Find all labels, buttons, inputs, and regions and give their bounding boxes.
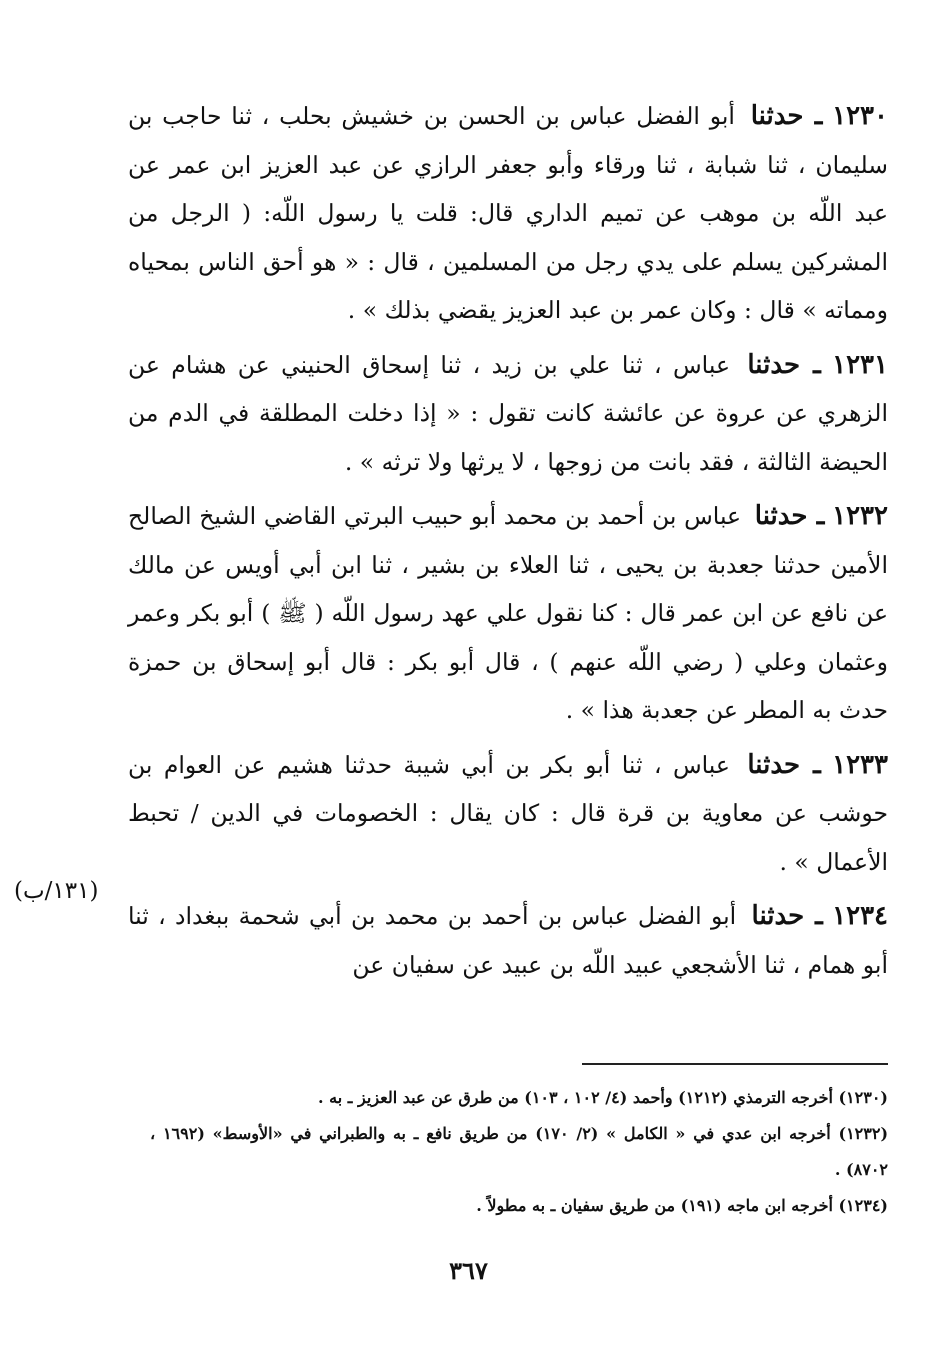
page-number: ٣٦٧ <box>449 1256 488 1285</box>
footnote-1232: (١٢٣٢) أخرجه ابن عدي في « الكامل » (٢/ ١٧٠) من طريق نافع ـ به والطبراني في «الأوسط» (١٦٩٢ ، ٨٧٠٢) . <box>150 1124 889 1179</box>
hadith-number: ١٢٣١ <box>832 349 888 380</box>
hadith-text: عباس بن أحمد بن محمد أبو حبيب البرتي القاضي الشيخ الصالح الأمين حدثنا جعدبة بن يحيى ، ثنا العلاء بن بشير ، ثنا ابن أبي أويس عن مالك عن نافع عن ابن عمر قال : كنا نقول علي عهد رسول اللّه ( ﷺ ) أبو بكر وعمر وعثمان وعلي ( رضي اللّه عنهم ) ، قال أبو بكر : قال أبو إسحاق بن حمزة حدث به المطر عن جعدبة هذا » . <box>128 502 888 724</box>
hadith-1233 <box>128 741 888 887</box>
footnotes <box>150 1080 888 1224</box>
hadith-1232 <box>128 492 888 735</box>
hadith-text: أبو الفضل عباس بن أحمد بن محمد بن أبي شحمة ببغداد ، ثنا أبو همام ، ثنا الأشجعي عبيد اللّه بن عبيد عن سفيان عن <box>128 902 888 979</box>
hadith-lead: ـ حدثنا <box>747 349 821 380</box>
hadith-text: أبو الفضل عباس بن الحسن بن خشيش بحلب ، ثنا حاجب بن سليمان ، ثنا شبابة ، ثنا ورقاء وأبو جعفر الرازي عن عبد العزيز ابن عمر عن عبد اللّه بن موهب عن تميم الداري قال: قلت يا رسول اللّه: ( الرجل من المشركين يسلم على يدي رجل من المسلمين ، قال : « هو أحق الناس بمحياه ومماته » قال : وكان عمر بن عبد العزيز يقضي بذلك » . <box>128 102 888 324</box>
footnote-divider <box>582 1063 888 1065</box>
hadith-lead: ـ حدثنا <box>750 101 823 131</box>
hadith-lead: ـ حدثنا <box>754 501 825 531</box>
hadith-lead: ـ حدثنا <box>747 749 821 780</box>
hadith-number: ١٢٣٤ <box>832 901 888 931</box>
hadith-text: عباس ، ثنا علي بن زيد ، ثنا إسحاق الحنيني عن هشام عن الزهري عن عروة عن عائشة كانت تقول : « إذا دخلت المطلقة في الدم من الحيضة الثالثة ، فقد بانت من زوجها ، لا يرثها ولا ترثه » . <box>128 350 888 476</box>
margin-folio-note: (١٣١/ب) <box>14 878 99 904</box>
main-text <box>128 92 888 995</box>
hadith-1231 <box>128 341 888 487</box>
hadith-number: ١٢٣٢ <box>832 501 888 531</box>
footnote-1234: (١٢٣٤) أخرجه ابن ماجه (١٩١) من طريق سفيان ـ به مطولاً . <box>476 1196 888 1215</box>
footnote-1230: (١٢٣٠) أخرجه الترمذي (١٢١٢) وأحمد (٤/ ١٠٢ ، ١٠٣) من طرق عن عبد العزيز ـ به . <box>318 1088 888 1107</box>
hadith-number: ١٢٣٣ <box>832 749 888 780</box>
hadith-1234 <box>128 892 888 989</box>
hadith-number: ١٢٣٠ <box>832 101 888 131</box>
hadith-text: عباس ، ثنا أبو بكر بن أبي شيبة حدثنا هشيم عن العوام بن حوشب عن معاوية بن قرة قال : كان يقال : الخصومات في الدين / تحبط الأعمال » . <box>128 750 888 876</box>
hadith-lead: ـ حدثنا <box>751 901 823 931</box>
hadith-1230 <box>128 92 888 335</box>
